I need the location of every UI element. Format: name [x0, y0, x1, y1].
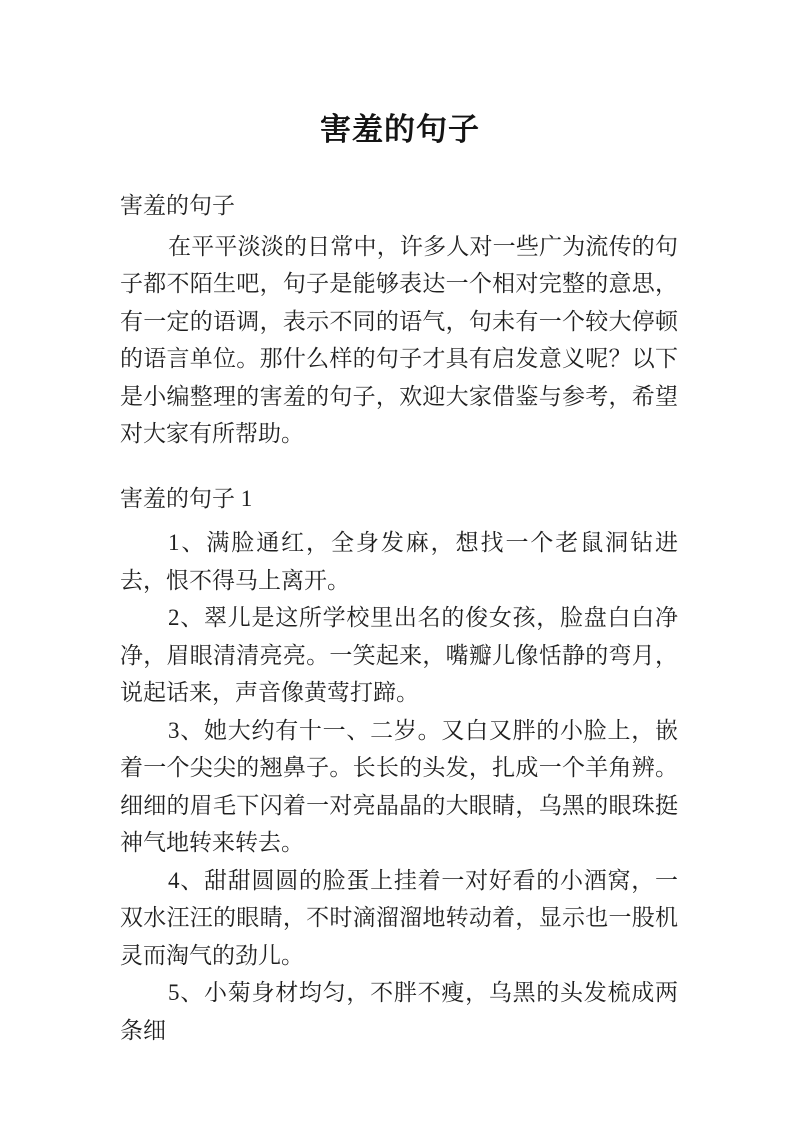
page-title: 害羞的句子 — [320, 112, 480, 147]
document-body — [120, 187, 678, 1049]
intro-paragraph: 在平平淡淡的日常中，许多人对一些广为流传的句子都不陌生吧，句子是能够表达一个相对完整的意思，有一定的语调，表示不同的语气，句未有一个较大停顿的语言单位。那什么样的句子才具有启发意义呢？以下是小编整理的害羞的句子，欢迎大家借鉴与参考，希望对大家有所帮助。 — [120, 233, 678, 446]
sentence-item-1: 1、满脸通红，全身发麻，想找一个老鼠洞钻进去，恨不得马上离开。 — [120, 530, 678, 593]
sentence-item-3: 3、她大约有十一、二岁。又白又胖的小脸上，嵌着一个尖尖的翘鼻子。长长的头发，扎成一个羊角辨。细细的眉毛下闪着一对亮晶晶的大眼睛，乌黑的眼珠挺神气地转来转去。 — [120, 717, 678, 855]
lead-label: 害羞的句子 — [120, 193, 235, 218]
sentence-item-2: 2、翠儿是这所学校里出名的俊女孩，脸盘白白净净，眉眼清清亮亮。一笑起来，嘴瓣儿像恬静的弯月，说起话来，声音像黄莺打蹄。 — [120, 605, 678, 705]
section-label: 害羞的句子 1 — [120, 485, 253, 511]
sentence-item-5: 5、小菊身材均匀，不胖不瘦，乌黑的头发梳成两条细 — [120, 980, 678, 1043]
sentence-item-4: 4、甜甜圆圆的脸蛋上挂着一对好看的小酒窝，一双水汪汪的眼睛，不时滴溜溜地转动着，显示也一股机灵而淘气的劲儿。 — [120, 867, 678, 968]
